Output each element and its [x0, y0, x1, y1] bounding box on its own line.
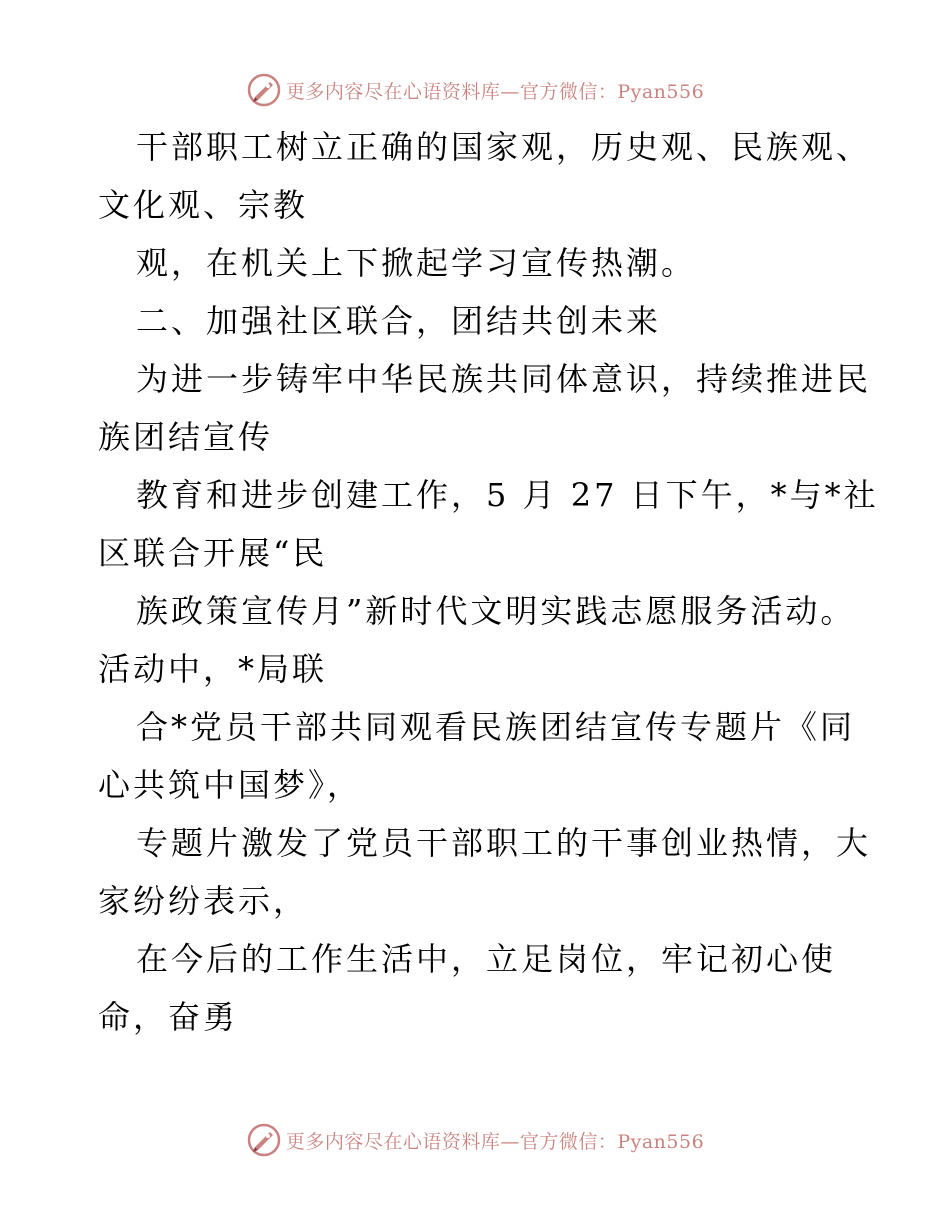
- body-line: 家纷纷表示，: [98, 882, 309, 920]
- body-line: 合*党员干部共同观看民族团结宣传专题片《同: [136, 708, 856, 746]
- header-banner: [0, 70, 950, 110]
- body-line: 心共筑中国梦》，: [98, 766, 363, 804]
- body-text: [98, 118, 879, 1046]
- body-line: 干部职工树立正确的国家观，历史观、民族观、: [136, 128, 872, 166]
- body-line: 命，奋勇: [98, 998, 239, 1036]
- body-line: 为进一步铸牢中华民族共同体意识，持续推进民: [136, 360, 872, 398]
- header-banner-text: 更多内容尽在心语资料库—官方微信：Pyan556: [285, 80, 705, 103]
- body-line: 活动中，*局联: [98, 650, 328, 688]
- footer-banner-text: 更多内容尽在心语资料库—官方微信：Pyan556: [285, 1130, 705, 1153]
- section-heading: 二、加强社区联合，团结共创未来: [136, 302, 662, 340]
- pen-logo-icon: [246, 1122, 282, 1158]
- body-line: 族政策宣传月”新时代文明实践志愿服务活动。: [136, 592, 856, 630]
- footer-banner: [0, 1120, 950, 1160]
- body-line: 文化观、宗教: [98, 186, 309, 224]
- body-line: 区联合开展“民: [98, 534, 328, 572]
- body-line: 专题片激发了党员干部职工的干事创业热情，大: [136, 824, 872, 862]
- pen-logo-icon: [246, 72, 282, 108]
- body-line: 教育和进步创建工作，5 月 27 日下午，*与*社: [136, 476, 879, 514]
- body-line: 在今后的工作生活中，立足岗位，牢记初心使: [136, 940, 837, 978]
- body-line: 族团结宣传: [98, 418, 274, 456]
- body-line: 观，在机关上下掀起学习宣传热潮。: [136, 244, 697, 282]
